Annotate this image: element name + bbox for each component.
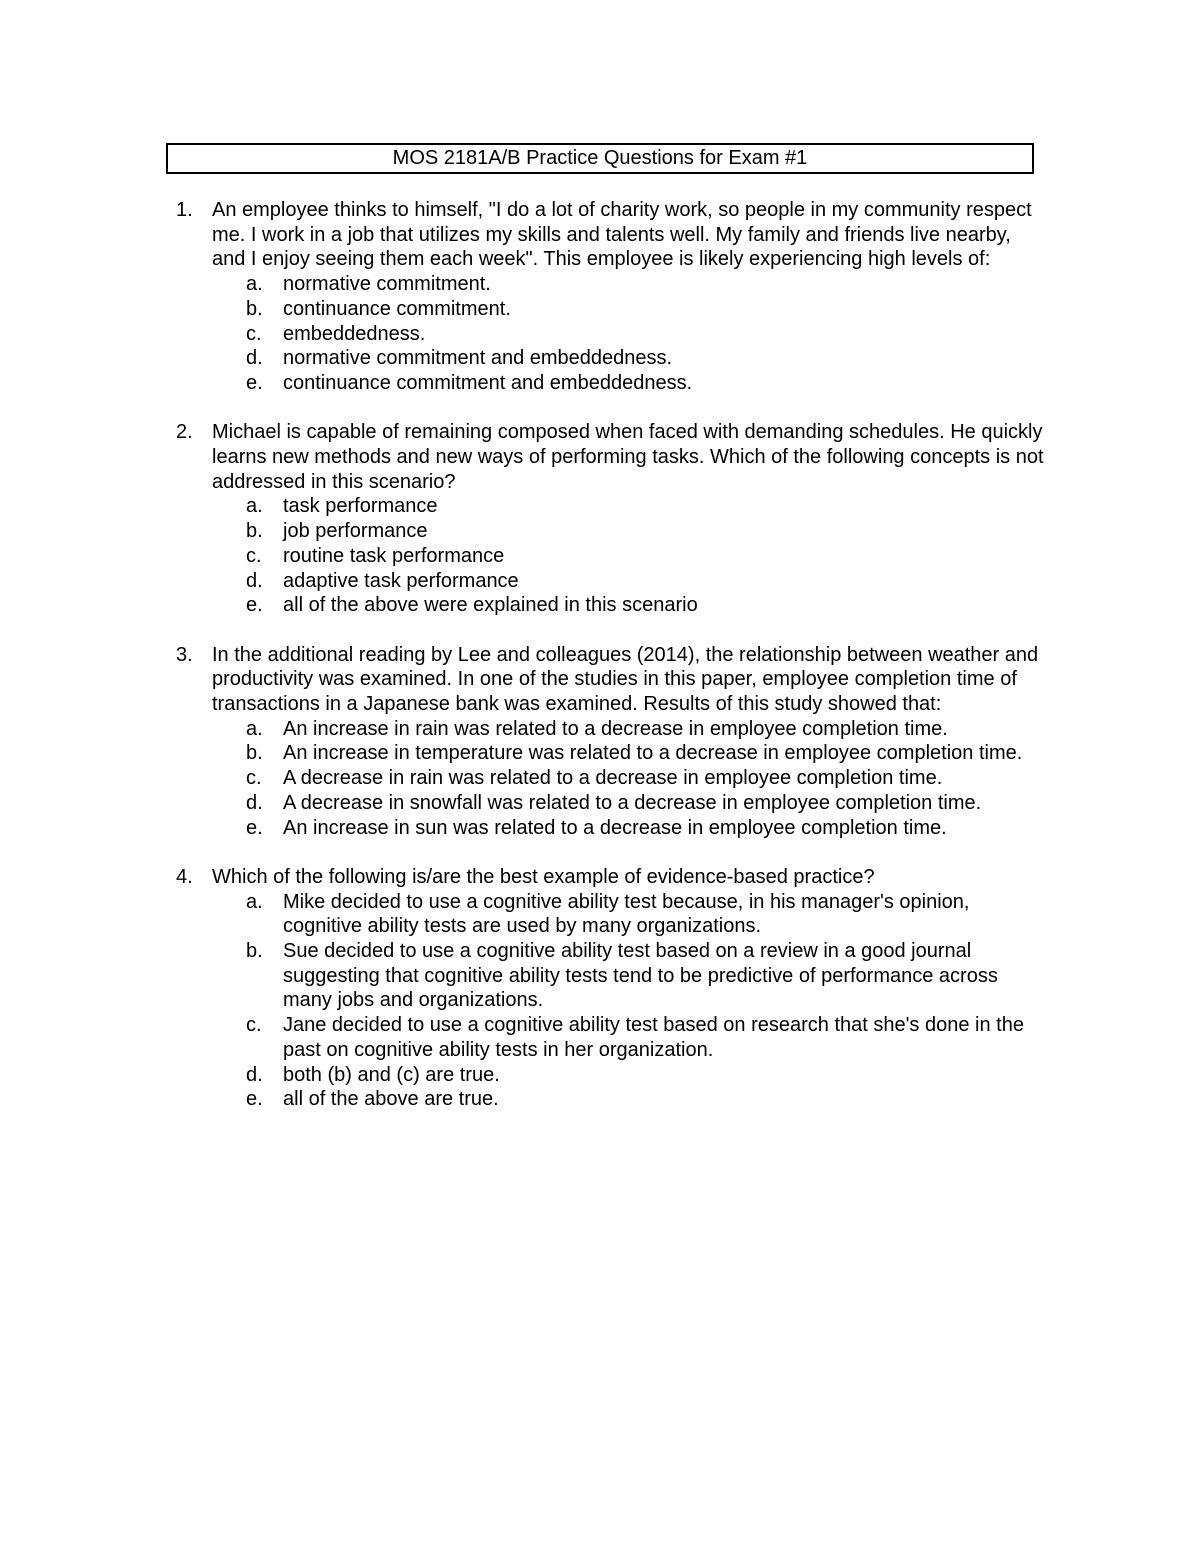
option-letter: e. xyxy=(246,594,263,617)
question-text: In the additional reading by Lee and colleagues (2014), the relationship between weather and productivity was examined. In one of the studies in this paper, employee completion time of transactions in a Japanese bank was examined. Results of this study showed that: xyxy=(212,643,1039,716)
option-letter: c. xyxy=(246,1014,262,1037)
question-text: Michael is capable of remaining composed when faced with demanding schedules. He quickly learns new methods and new ways of performing tasks. Which of the following concepts is not addressed in this scenario? xyxy=(212,421,1044,493)
option-item xyxy=(212,741,1046,766)
option-list xyxy=(212,717,1046,841)
option-letter: c. xyxy=(246,767,262,790)
option-item xyxy=(212,519,1046,544)
option-item xyxy=(212,939,1046,1013)
option-letter: b. xyxy=(246,297,263,320)
option-text: continuance commitment and embeddedness. xyxy=(283,371,693,394)
option-item xyxy=(212,569,1046,594)
option-text: normative commitment. xyxy=(283,273,491,296)
option-letter: d. xyxy=(246,347,263,370)
option-letter: a. xyxy=(246,273,263,296)
option-text: Sue decided to use a cognitive ability test based on a review in a good journal suggesting that cognitive ability tests tend to be predictive of performance across many jobs and organizations. xyxy=(283,940,998,1012)
option-item xyxy=(212,1063,1046,1088)
option-item xyxy=(212,816,1046,841)
option-text: routine task performance xyxy=(283,544,505,567)
option-item xyxy=(212,346,1046,371)
option-letter: e. xyxy=(246,1088,263,1111)
option-item xyxy=(212,272,1046,297)
page-title: MOS 2181A/B Practice Questions for Exam #1 xyxy=(166,143,1034,174)
option-list xyxy=(212,890,1046,1112)
option-text: A decrease in snowfall was related to a decrease in employee completion time. xyxy=(283,791,982,814)
option-item xyxy=(212,1087,1046,1112)
question-text: Which of the following is/are the best example of evidence-based practice? xyxy=(212,865,875,888)
option-letter: b. xyxy=(246,940,263,963)
option-text: A decrease in rain was related to a decrease in employee completion time. xyxy=(283,767,943,790)
option-text: Jane decided to use a cognitive ability test based on research that she's done in the past on cognitive ability tests in her organization. xyxy=(283,1014,1024,1061)
option-letter: a. xyxy=(246,495,263,518)
option-letter: a. xyxy=(246,717,263,740)
question-list xyxy=(166,198,1046,1137)
option-text: continuance commitment. xyxy=(283,297,511,320)
option-item xyxy=(212,494,1046,519)
option-item xyxy=(212,766,1046,791)
question-number: 4. xyxy=(176,865,193,888)
option-letter: d. xyxy=(246,791,263,814)
question-item xyxy=(166,865,1046,1112)
option-item xyxy=(212,322,1046,347)
option-letter: c. xyxy=(246,322,262,345)
option-letter: d. xyxy=(246,1063,263,1086)
option-text: all of the above were explained in this scenario xyxy=(283,594,698,617)
question-text: An employee thinks to himself, "I do a lot of charity work, so people in my community respect me. I work in a job that utilizes my skills and talents well. My family and friends live nearby, and I enjoy seeing them each week". This employee is likely experiencing high levels of: xyxy=(212,199,1032,271)
option-letter: d. xyxy=(246,569,263,592)
option-text: both (b) and (c) are true. xyxy=(283,1063,500,1086)
option-text: adaptive task performance xyxy=(283,569,519,592)
option-text: normative commitment and embeddedness. xyxy=(283,347,673,370)
option-letter: b. xyxy=(246,742,263,765)
option-text: An increase in sun was related to a decrease in employee completion time. xyxy=(283,816,947,839)
option-item xyxy=(212,1013,1046,1062)
option-item xyxy=(212,890,1046,939)
question-number: 1. xyxy=(176,199,193,221)
option-letter: e. xyxy=(246,816,263,839)
option-item xyxy=(212,544,1046,569)
option-letter: b. xyxy=(246,520,263,543)
option-letter: e. xyxy=(246,371,263,394)
question-number: 2. xyxy=(176,421,193,444)
option-letter: a. xyxy=(246,890,263,913)
option-text: all of the above are true. xyxy=(283,1088,499,1111)
option-text: An increase in temperature was related to a decrease in employee completion time. xyxy=(283,742,1023,765)
option-list xyxy=(212,272,1046,396)
option-text: job performance xyxy=(283,520,428,543)
option-text: Mike decided to use a cognitive ability test because, in his manager's opinion, cognitive ability tests are used by many organizations. xyxy=(283,890,970,938)
question-number: 3. xyxy=(176,643,193,666)
option-item xyxy=(212,791,1046,816)
option-text: An increase in rain was related to a decrease in employee completion time. xyxy=(283,717,948,740)
question-item xyxy=(166,198,1046,396)
option-item xyxy=(212,371,1046,396)
option-item xyxy=(212,593,1046,618)
option-item xyxy=(212,717,1046,742)
option-text: task performance xyxy=(283,495,438,518)
option-letter: c. xyxy=(246,544,262,567)
option-list xyxy=(212,494,1046,618)
question-item xyxy=(166,643,1046,841)
option-text: embeddedness. xyxy=(283,322,426,345)
option-item xyxy=(212,297,1046,322)
question-item xyxy=(166,420,1046,618)
